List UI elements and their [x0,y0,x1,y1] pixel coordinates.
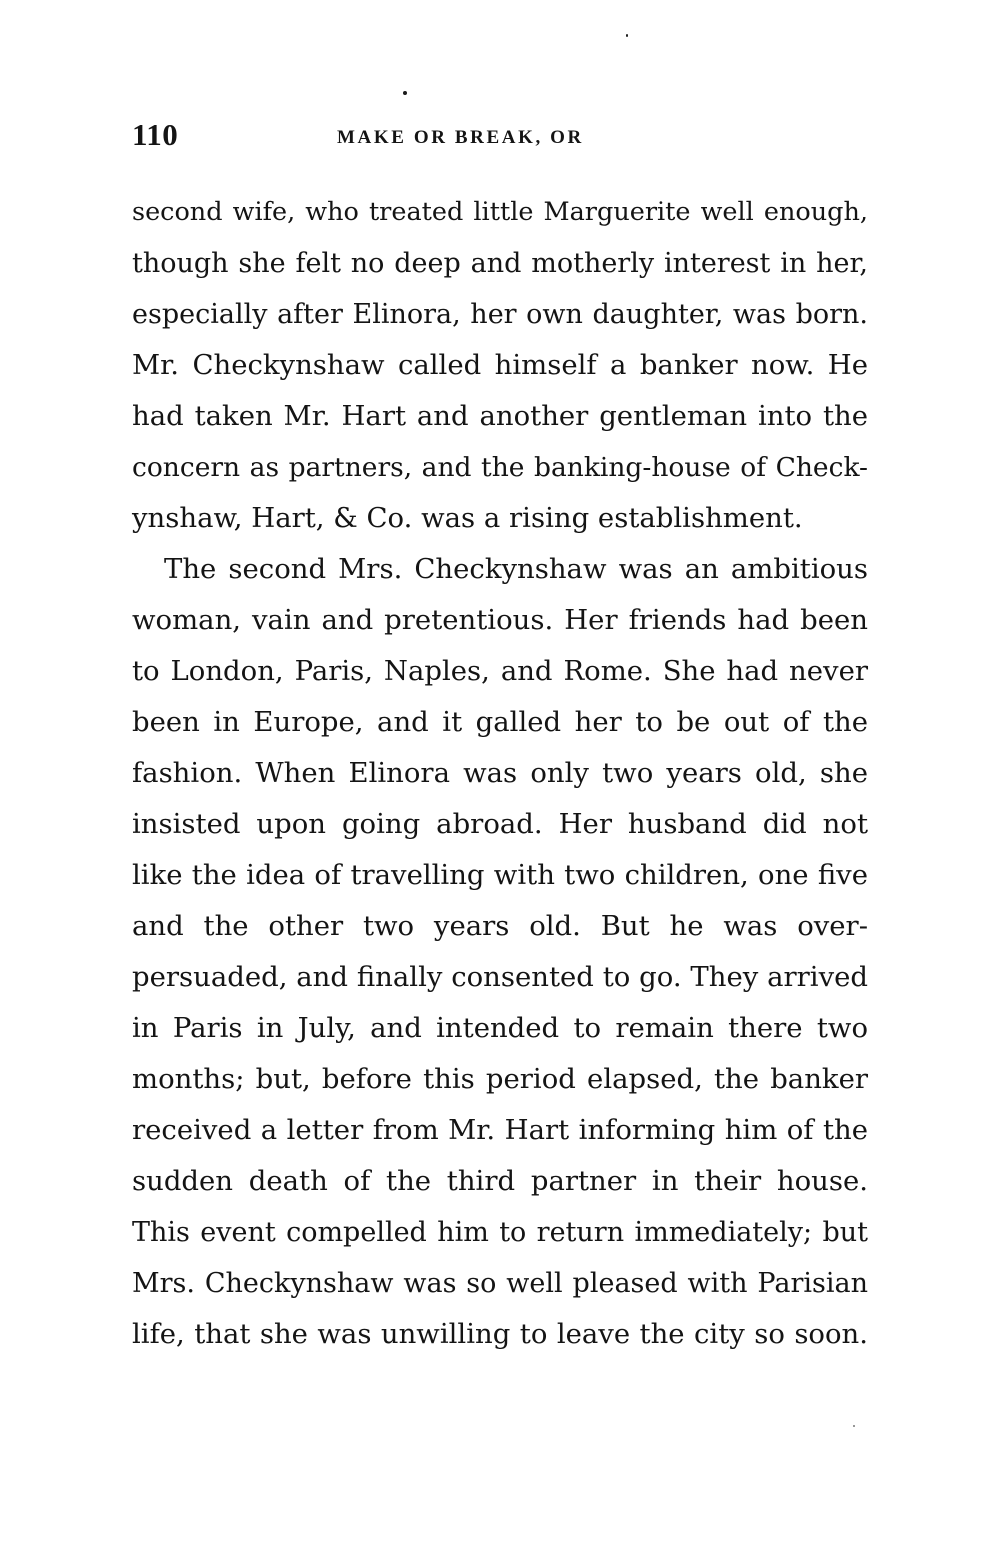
text-line: sudden death of the third partner in their house. [132,1165,868,1197]
text-line: concern as partners, and the banking-house of Check- [132,452,868,483]
text-line: persuaded, and finally consented to go. They arrived [132,961,868,993]
text-line: and the other two years old. But he was over- [132,910,868,942]
text-line: insisted upon going abroad. Her husband did not [132,808,868,840]
running-title: MAKE OR BREAK, OR [337,127,584,148]
text-line: woman, vain and pretentious. Her friends had been [132,604,868,636]
text-line: months; but, before this period elapsed, the banker [132,1063,868,1095]
text-line: especially after Elinora, her own daughter, was born. [132,299,868,330]
text-line: Mr. Checkynshaw called himself a banker now. He [132,349,868,381]
text-line: This event compelled him to return immediately; but [132,1217,868,1248]
text-line: to London, Paris, Naples, and Rome. She had never [132,655,868,687]
text-line: ynshaw, Hart, & Co. was a rising establishment. [132,502,803,534]
ink-speck [626,34,628,37]
paragraph-start-line: The second Mrs. Checkynshaw was an ambitious [164,553,868,585]
text-line: been in Europe, and it galled her to be out of the [132,706,868,738]
ink-speck [403,91,407,95]
page-number: 110 [132,117,179,152]
text-line: second wife, who treated little Marguerite well enough, [132,197,868,227]
text-line: like the idea of travelling with two children, one five [132,859,868,891]
text-line: in Paris in July, and intended to remain there two [132,1012,868,1044]
text-line: though she felt no deep and motherly interest in her, [132,248,868,279]
page-header [132,112,868,158]
text-line: received a letter from Mr. Hart informing him of the [132,1114,868,1146]
text-line: fashion. When Elinora was only two years old, she [132,757,868,789]
body-text [132,187,868,1360]
text-line: life, that she was unwilling to leave the city so soon. [132,1318,868,1350]
text-line: had taken Mr. Hart and another gentleman into the [132,400,868,432]
ink-speck [853,1425,855,1427]
text-line: Mrs. Checkynshaw was so well pleased with Parisian [132,1268,868,1299]
